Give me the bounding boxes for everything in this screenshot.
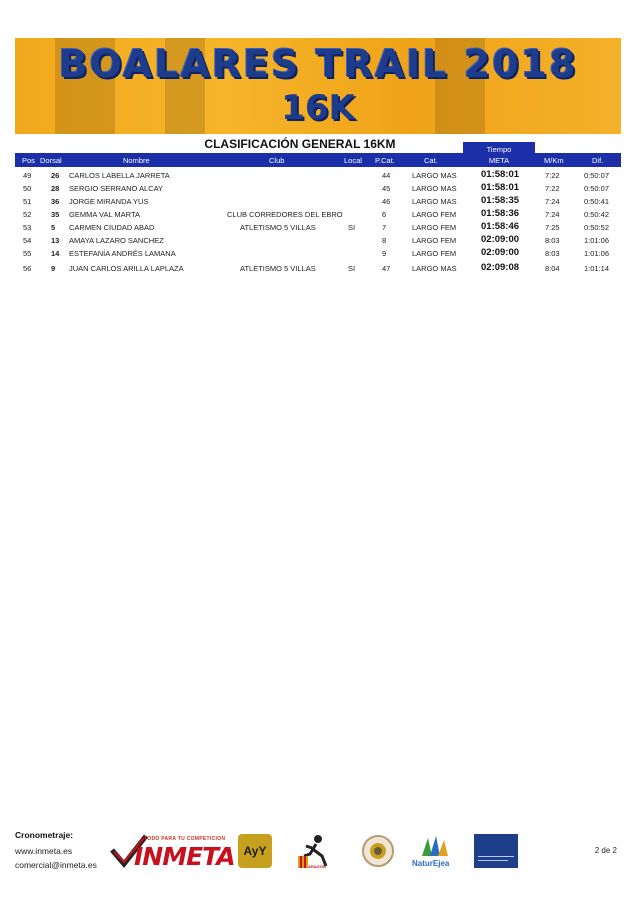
cell-nombre: CARLOS LABELLA JARRETA xyxy=(69,171,170,180)
cell-mkm: 8:03 xyxy=(545,236,560,245)
cell-dif: 0:50:52 xyxy=(584,223,610,232)
cell-club: ATLETISMO 5 VILLAS xyxy=(240,223,316,232)
cell-cat: LARGO MAS xyxy=(412,171,457,180)
cell-dif: 0:50:41 xyxy=(584,197,610,206)
column-header-tiempo: Tiempo META xyxy=(463,142,535,167)
cell-pcat: 8 xyxy=(382,236,387,245)
cell-pos: 49 xyxy=(23,171,32,180)
cell-cat: LARGO MAS xyxy=(412,264,457,273)
sponsor-logo-runner: ARAGÓN xyxy=(296,834,336,868)
cell-cat: LARGO FEM xyxy=(412,210,457,219)
cell-dorsal: 28 xyxy=(51,184,60,193)
cell-mkm: 8:03 xyxy=(545,249,560,258)
footer-email-link[interactable]: comercial@inmeta.es xyxy=(15,860,97,870)
cell-dorsal: 13 xyxy=(51,236,60,245)
table-row xyxy=(15,222,621,234)
cell-pos: 56 xyxy=(23,264,32,273)
cell-pos: 52 xyxy=(23,210,32,219)
cell-pcat: 45 xyxy=(382,184,391,193)
cell-pcat: 46 xyxy=(382,197,391,206)
leaves-icon xyxy=(412,834,458,856)
column-header-nombre: Nombre xyxy=(123,156,150,165)
cell-pos: 55 xyxy=(23,249,32,258)
table-row xyxy=(15,248,621,260)
footer-website-link[interactable]: www.inmeta.es xyxy=(15,846,73,856)
cell-nombre: JORGE MIRANDA YUS xyxy=(69,197,149,206)
cell-tiempo: 02:09:00 xyxy=(481,247,520,258)
cell-tiempo: 01:58:46 xyxy=(481,221,520,232)
cell-mkm: 7:25 xyxy=(545,223,560,232)
banner-subtitle: 16K xyxy=(281,88,355,128)
cell-pos: 54 xyxy=(23,236,32,245)
cell-mkm: 7:22 xyxy=(545,184,560,193)
cell-dorsal: 14 xyxy=(51,249,60,258)
cell-tiempo: 01:58:01 xyxy=(481,169,520,180)
cell-pos: 50 xyxy=(23,184,32,193)
cell-cat: LARGO FEM xyxy=(412,236,457,245)
cell-dif: 0:50:42 xyxy=(584,210,610,219)
cell-dif: 1:01:14 xyxy=(584,264,610,273)
table-row xyxy=(15,183,621,195)
column-header-dif: Dif. xyxy=(592,156,604,165)
cell-nombre: GEMMA VAL MARTA xyxy=(69,210,140,219)
column-header-cat: Cat. xyxy=(424,156,438,165)
cell-tiempo: 02:09:08 xyxy=(481,262,520,273)
event-banner xyxy=(15,38,621,134)
cell-dorsal: 9 xyxy=(51,264,56,273)
cell-pcat: 47 xyxy=(382,264,391,273)
cell-tiempo: 01:58:01 xyxy=(481,182,520,193)
cell-tiempo: 02:09:00 xyxy=(481,234,520,245)
cell-dorsal: 5 xyxy=(51,223,56,232)
cell-cat: LARGO FEM xyxy=(412,249,457,258)
column-header-pos: Pos xyxy=(22,156,35,165)
cell-local: SI xyxy=(348,264,356,273)
column-header-club: Club xyxy=(269,156,285,165)
cell-tiempo: 01:58:36 xyxy=(481,208,520,219)
cell-dorsal: 26 xyxy=(51,171,60,180)
inmeta-logo: TODO PARA TU COMPETICION INMETA xyxy=(108,832,226,872)
cell-dorsal: 36 xyxy=(51,197,60,206)
cell-pcat: 9 xyxy=(382,249,387,258)
cell-nombre: ESTEFANÍA ANDRÉS LAMANA xyxy=(69,249,176,258)
cell-cat: LARGO MAS xyxy=(412,197,457,206)
cell-club: CLUB CORREDORES DEL EBRO xyxy=(227,210,343,219)
sponsor-logo-ayuntamiento xyxy=(474,834,518,868)
sponsor-logo-naturejea: NaturEjea xyxy=(412,834,458,868)
cell-nombre: SERGIO SERRANO ALCAY xyxy=(69,184,164,193)
cell-dif: 1:01:06 xyxy=(584,249,610,258)
table-row xyxy=(15,235,621,247)
cell-mkm: 7:24 xyxy=(545,197,560,206)
cell-mkm: 8:04 xyxy=(545,264,560,273)
cell-dif: 0:50:07 xyxy=(584,171,610,180)
sponsor-logo-seal xyxy=(360,834,396,868)
footer-label: Cronometraje: xyxy=(15,830,74,840)
seal-icon xyxy=(360,834,396,868)
column-header-local: Local xyxy=(344,156,362,165)
report-title: CLASIFICACIÓN GENERAL 16KM xyxy=(204,137,396,151)
cell-pos: 51 xyxy=(23,197,32,206)
cell-nombre: AMAYA LAZARO SANCHEZ xyxy=(69,236,164,245)
cell-club: ATLETISMO 5 VILLAS xyxy=(240,264,316,273)
cell-mkm: 7:24 xyxy=(545,210,560,219)
cell-nombre: JUAN CARLOS ARILLA LAPLAZA xyxy=(69,264,184,273)
cell-cat: LARGO FEM xyxy=(412,223,457,232)
cell-pos: 53 xyxy=(23,223,32,232)
cell-dorsal: 35 xyxy=(51,210,60,219)
cell-mkm: 7:22 xyxy=(545,171,560,180)
cell-dif: 1:01:06 xyxy=(584,236,610,245)
cell-pcat: 6 xyxy=(382,210,387,219)
cell-tiempo: 01:58:35 xyxy=(481,195,520,206)
banner-title: BOALARES TRAIL 2018 xyxy=(58,42,578,86)
cell-dif: 0:50:07 xyxy=(584,184,610,193)
table-row xyxy=(15,170,621,182)
cell-cat: LARGO MAS xyxy=(412,184,457,193)
table-row xyxy=(15,263,621,275)
column-header-dorsal: Dorsal xyxy=(40,156,62,165)
page-number: 2 de 2 xyxy=(594,846,617,855)
table-row xyxy=(15,196,621,208)
column-header-pcat: P.Cat. xyxy=(375,156,395,165)
cell-nombre: CARMEN CIUDAD ABAD xyxy=(69,223,155,232)
runner-icon xyxy=(296,834,336,868)
cell-pcat: 7 xyxy=(382,223,387,232)
column-header-mkm: M/Km xyxy=(544,156,564,165)
sponsor-logo-avy: AyY xyxy=(238,834,272,868)
cell-pcat: 44 xyxy=(382,171,391,180)
cell-local: SI xyxy=(348,223,356,232)
table-row xyxy=(15,209,621,221)
